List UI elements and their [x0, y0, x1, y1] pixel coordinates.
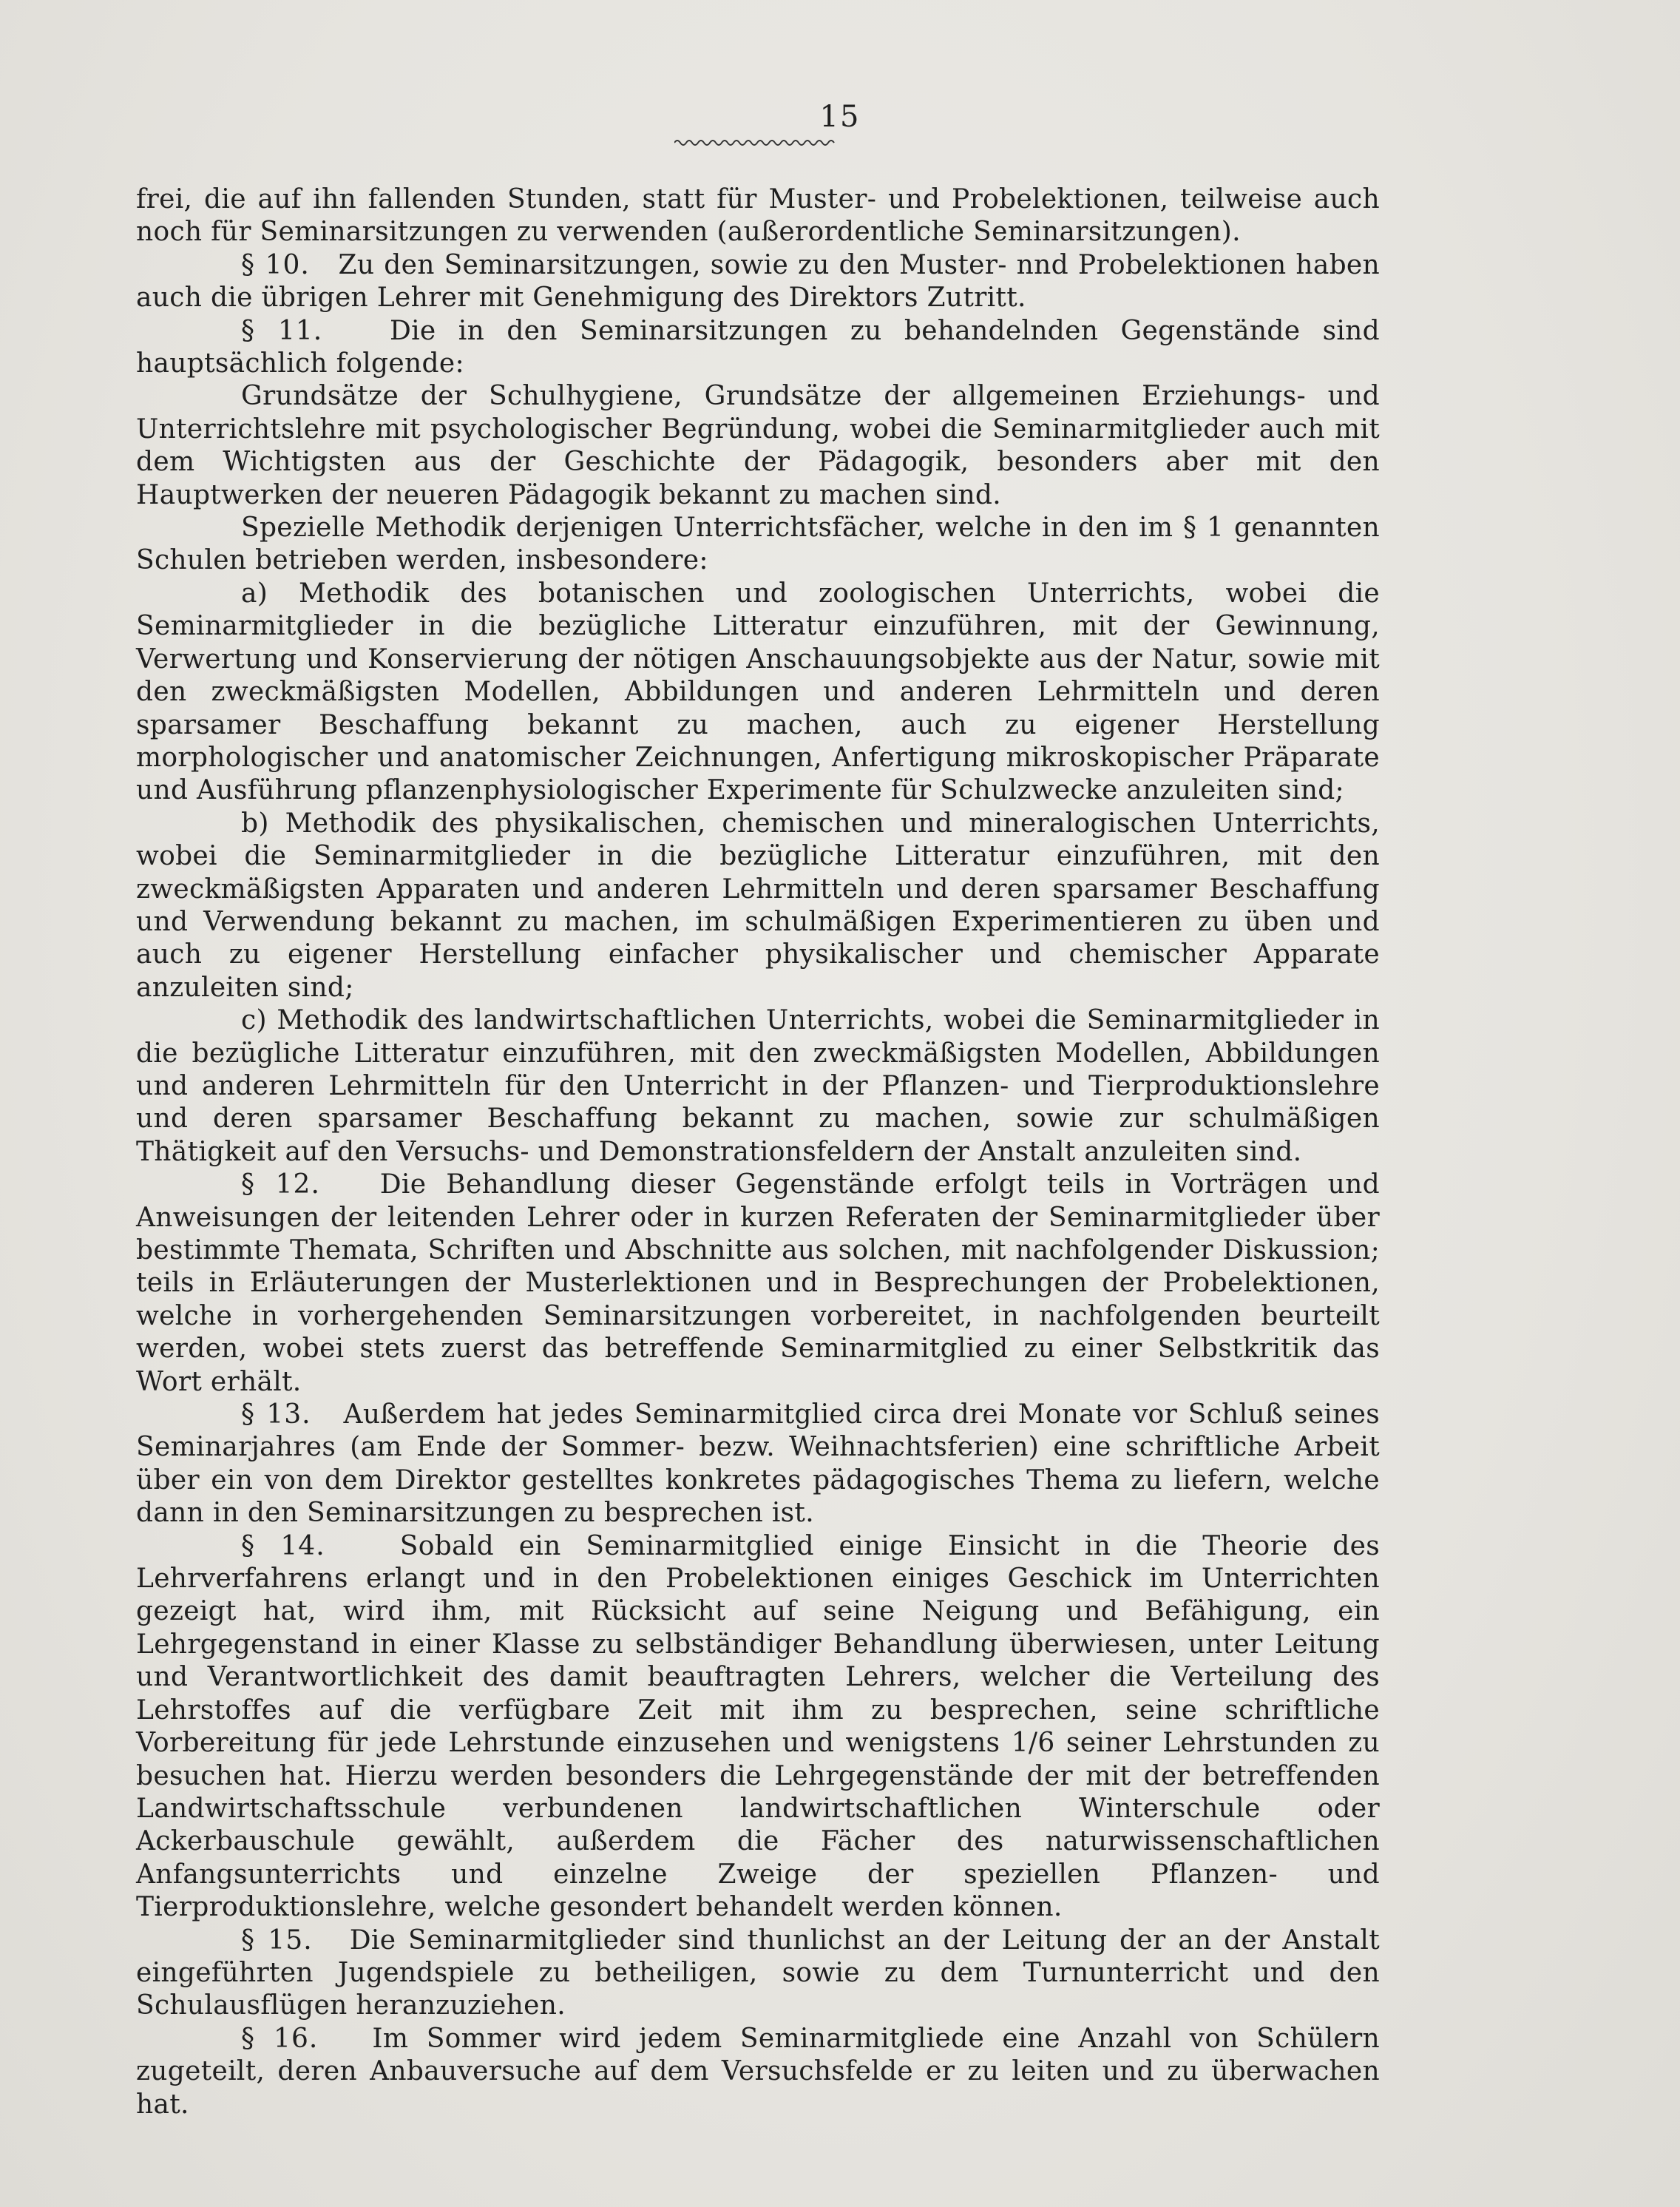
section-label: § 11. [241, 315, 323, 346]
section-label: § 12. [241, 1169, 320, 1200]
paragraph-text: Die Behandlung dieser Gegenstände erfolgt teils in Vorträgen und Anweisungen der leitenden Lehrer oder in kurzen Referaten der Seminarmitglieder über bestimmte Themata, Schriften und Abschnitte aus solchen, mit nachfolgender Diskussion; teils in Erläuterungen der Musterlektionen und in Besprechungen der Probelektionen, welche in vorhergehenden Seminarsitzungen vorbereitet, in nachfolgenden beurteilt werden, wobei stets zuerst das betreffende Seminarmitglied zu einer Selbstkritik das Wort erhält. [136, 1169, 1380, 1397]
wavy-rule-ornament [674, 138, 836, 148]
section-15 [136, 1924, 1380, 2023]
list-label: a) [241, 578, 268, 609]
section-14 [136, 1530, 1380, 1924]
section-13 [136, 1399, 1380, 1530]
paragraph-text: Spezielle Methodik derjenigen Unterrichtsfächer, welche in den im § 1 genannten Schulen betrieben werden, insbesondere: [136, 513, 1380, 576]
paragraph-text: Die in den Seminarsitzungen zu behandelnden Gegenstände sind hauptsächlich folgende: [136, 315, 1380, 379]
section-label: § 14. [241, 1530, 325, 1561]
paragraph-text: Methodik des landwirtschaftlichen Unterrichts, wobei die Seminarmitglieder in die bezügliche Litteratur einzuführen, mit den zweckmäßigsten Modellen, Abbildungen und anderen Lehrmitteln für den Unterricht in der Pflanzen- und Tierproduktionslehre und deren sparsamer Beschaffung bekannt zu machen, sowie zur schulmäßigen Thätigkeit auf den Versuchs- und Demonstrationsfeldern der Anstalt anzuleiten sind. [136, 1005, 1380, 1167]
paragraph-text: Zu den Seminarsitzungen, sowie zu den Muster- nnd Probelektionen haben auch die übrigen Lehrer mit Genehmigung des Direktors Zutritt. [136, 249, 1381, 314]
section-label: § 13. [241, 1399, 311, 1430]
paragraph-text: Methodik des botanischen und zoologischen Unterrichts, wobei die Seminarmitglieder in die bezügliche Litteratur einzuführen, mit der Gewinnung, Verwertung und Konservierung der nötigen Anschauungsobjekte aus der Natur, sowie mit den zweckmäßigsten Modellen, Abbildungen und anderen Lehrmitteln und deren sparsamer Beschaffung bekannt zu machen, auch zu eigener Herstellung morphologischer und anatomischer Zeichnungen, Anfertigung mikroskopischer Präparate und Ausführung pflanzenphysiologischer Experimente für Schulzwecke anzuleiten sind; [136, 578, 1380, 806]
list-label: c) [241, 1005, 267, 1036]
section-12 [136, 1169, 1380, 1399]
section-10 [136, 249, 1380, 315]
section-16 [136, 2023, 1380, 2121]
document-body [136, 183, 1380, 2121]
paragraph-text: Sobald ein Seminarmitglied einige Einsicht in die Theorie des Lehrverfahrens erlangt und in den Probelektionen einiges Geschick im Unterrichten gezeigt hat, wird ihm, mit Rücksicht auf seine Neigung und Befähigung, ein Lehrgegenstand in einer Klasse zu selbständiger Behandlung überwiesen, unter Leitung und Verantwortlichkeit des damit beauftragten Lehrers, welcher die Verteilung des Lehrstoffes auf die verfügbare Zeit mit ihm zu besprechen, seine schriftliche Vorbereitung für jede Lehrstunde einzusehen und wenigstens 1/6 seiner Lehrstunden zu besuchen hat. Hierzu werden besonders die Lehrgegenstände der mit der betreffenden Landwirtschaftsschule verbundenen landwirtschaftlichen Winterschule oder Ackerbauschule gewählt, außerdem die Fächer des naturwissenschaftlichen Anfangsunterrichts und einzelne Zweige der speziellen Pflanzen- und Tierproduktionslehre, welche gesondert behandelt werden können. [136, 1530, 1380, 1923]
paragraph-text: frei, die auf ihn fallenden Stunden, statt für Muster- und Probelektionen, teilweise auch noch für Seminarsitzungen zu verwenden (außerordentliche Seminarsitzungen). [136, 184, 1380, 248]
list-item-a [136, 578, 1380, 808]
page-number: 15 [819, 100, 861, 134]
list-item-c [136, 1004, 1380, 1169]
paragraph-text: Die Seminarmitglieder sind thunlichst an der Leitung der an der Anstalt eingeführten Jugendspiele zu betheiligen, sowie zu dem Turnunterricht und den Schulausflügen heranzuziehen. [136, 1924, 1380, 2021]
section-label: § 16. [241, 2023, 319, 2054]
paragraph-continuation [136, 183, 1380, 249]
section-11-methodology [136, 512, 1380, 578]
list-label: b) [241, 808, 269, 839]
section-11-principles [136, 380, 1380, 512]
section-label: § 15. [241, 1924, 313, 1956]
list-item-b [136, 808, 1380, 1004]
section-11 [136, 315, 1380, 381]
paragraph-text: Grundsätze der Schulhygiene, Grundsätze der allgemeinen Erziehungs- und Unterrichtslehre mit psychologischer Begründung, wobei die Seminarmitglieder auch mit dem Wichtigsten aus der Geschichte der Pädagogik, besonders aber mit den Hauptwerken der neueren Pädagogik bekannt zu machen sind. [136, 381, 1380, 510]
paragraph-text: Im Sommer wird jedem Seminarmitgliede eine Anzahl von Schülern zugeteilt, deren Anbauversuche auf dem Versuchsfelde er zu leiten und zu überwachen hat. [136, 2023, 1380, 2120]
paragraph-text: Methodik des physikalischen, chemischen und mineralogischen Unterrichts, wobei die Seminarmitglieder in die bezügliche Litteratur einzuführen, mit den zweckmäßigsten Apparaten und anderen Lehrmitteln und deren sparsamer Beschaffung und Verwendung bekannt zu machen, im schulmäßigen Experimentieren zu üben und auch zu eigener Herstellung einfacher physikalischer und chemischer Apparate anzuleiten sind; [136, 808, 1380, 1003]
section-label: § 10. [241, 249, 310, 280]
paragraph-text: Außerdem hat jedes Seminarmitglied circa drei Monate vor Schluß seines Seminarjahres (am Ende der Sommer- bezw. Weihnachtsferien) eine schriftliche Arbeit über ein von dem Direktor gestelltes konkretes pädagogisches Thema zu liefern, welche dann in den Seminarsitzungen zu besprechen ist. [136, 1399, 1380, 1529]
